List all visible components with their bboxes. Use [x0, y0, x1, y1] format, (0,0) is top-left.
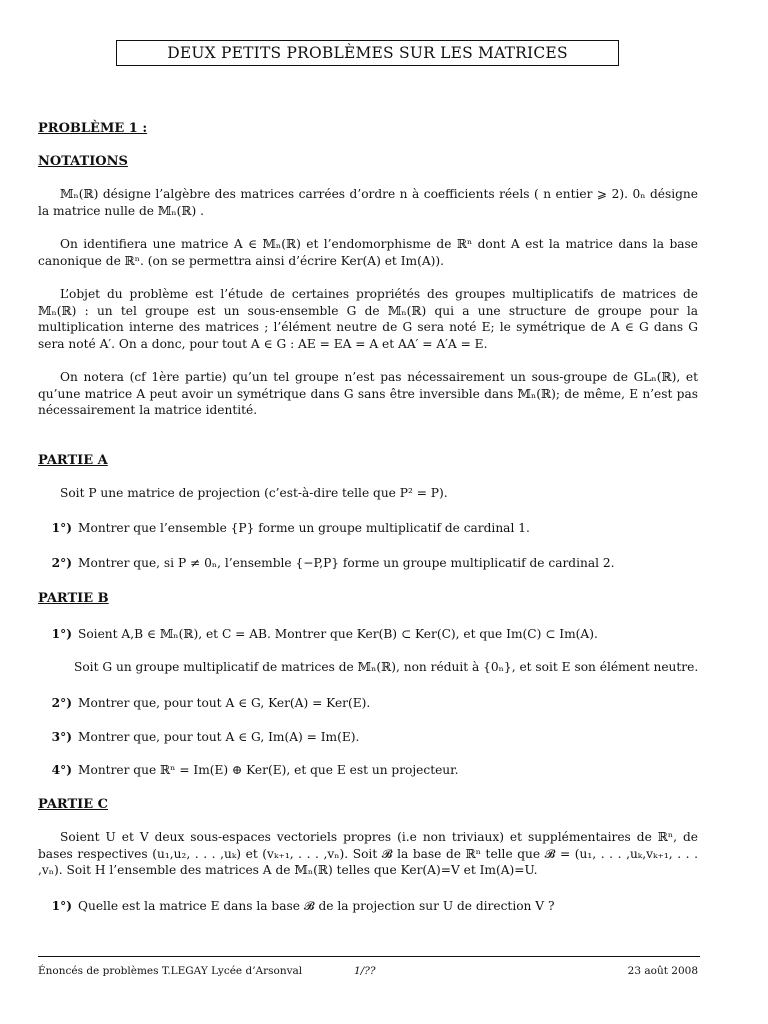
question-text: Montrer que, pour tout A ∈ G, Ker(A) = Ker(E). — [78, 696, 371, 710]
notation-paragraph-3: L’objet du problème est l’étude de certaines propriétés des groupes multiplicatifs de matrices de 𝕄ₙ(ℝ) : un tel groupe est un sous-ensemble G de 𝕄ₙ(ℝ) qui a une structure de groupe pour la multiplication interne des matrices ; l’élément neutre de G sera noté E; le symétrique de A ∈ G dans G sera noté A′. On a donc, pour tout A ∈ G : AE = EA = A et AA′ = A′A = E. — [38, 287, 698, 351]
partA-question-2 — [46, 555, 696, 572]
footer-left: Énoncés de problèmes T.LEGAY Lycée d’Arsonval — [38, 965, 303, 977]
partA-question-1 — [46, 520, 696, 537]
partC-intro: Soient U et V deux sous-espaces vectoriels propres (i.e non triviaux) et supplémentaires de ℝⁿ, de bases respectives (u₁,u₂, . . . ,uₖ) et (vₖ₊₁, . . . ,vₙ). Soit 𝓑 la base de ℝⁿ telle que 𝓑 = (u₁, . . . ,uₖ,vₖ₊₁, . . . ,vₙ). Soit H l’ensemble des matrices A de 𝕄ₙ(ℝ) telles que Ker(A)=V et Im(A)=U. — [38, 830, 698, 877]
notation-paragraph-4: On notera (cf 1ère partie) qu’un tel groupe n’est pas nécessairement un sous-groupe de GLₙ(ℝ), et qu’une matrice A peut avoir un symétrique dans G sans être inversible dans 𝕄ₙ(ℝ); de même, E n’est pas nécessairement la matrice identité. — [38, 370, 698, 417]
problem1-heading: PROBLÈME 1 : — [38, 121, 148, 136]
partB-heading: PARTIE B — [38, 591, 109, 606]
partA-intro: Soit P une matrice de projection (c’est-à-dire telle que P² = P). — [60, 486, 448, 500]
question-text: Soient A,B ∈ 𝕄ₙ(ℝ), et C = AB. Montrer que Ker(B) ⊂ Ker(C), et que Im(C) ⊂ Im(A). — [78, 627, 598, 641]
partB-intro: Soit G un groupe multiplicatif de matrices de 𝕄ₙ(ℝ), non réduit à {0ₙ}, et soit E son élément neutre. — [74, 660, 699, 674]
partB-question-2 — [46, 695, 696, 712]
notations-heading: NOTATIONS — [38, 154, 128, 169]
partA-heading: PARTIE A — [38, 453, 108, 468]
document-title: DEUX PETITS PROBLÈMES SUR LES MATRICES — [116, 40, 619, 66]
question-number: 4°) — [51, 763, 72, 777]
notation-paragraph-2: On identifiera une matrice A ∈ 𝕄ₙ(ℝ) et l’endomorphisme de ℝⁿ dont A est la matrice dans la base canonique de ℝⁿ. (on se permettra ainsi d’écrire Ker(A) et Im(A)). — [38, 237, 698, 268]
partC-question-1 — [46, 898, 696, 915]
partB-question-1 — [46, 626, 696, 643]
partC-heading: PARTIE C — [38, 797, 109, 812]
question-text: Montrer que, pour tout A ∈ G, Im(A) = Im(E). — [78, 730, 360, 744]
question-number: 2°) — [51, 696, 72, 710]
footer-page-number: 1/?? — [354, 965, 376, 977]
question-number: 3°) — [51, 730, 72, 744]
footer-rule — [38, 956, 700, 957]
notation-paragraph-1: 𝕄ₙ(ℝ) désigne l’algèbre des matrices carrées d’ordre n à coefficients réels ( n entier ⩾ 2). 0ₙ désigne la matrice nulle de 𝕄ₙ(ℝ) . — [38, 187, 698, 218]
question-text: Montrer que, si P ≠ 0ₙ, l’ensemble {−P,P} forme un groupe multiplicatif de cardinal 2. — [78, 556, 615, 570]
question-text: Quelle est la matrice E dans la base 𝓑 de la projection sur U de direction V ? — [78, 899, 555, 913]
question-number: 1°) — [51, 521, 72, 535]
question-number: 2°) — [51, 556, 72, 570]
partB-question-3 — [46, 729, 696, 746]
question-number: 1°) — [51, 627, 72, 641]
question-text: Montrer que ℝⁿ = Im(E) ⊕ Ker(E), et que E est un projecteur. — [78, 763, 459, 777]
question-number: 1°) — [51, 899, 72, 913]
question-text: Montrer que l’ensemble {P} forme un groupe multiplicatif de cardinal 1. — [78, 521, 530, 535]
footer-date: 23 août 2008 — [627, 965, 698, 977]
partB-question-4 — [46, 762, 696, 779]
